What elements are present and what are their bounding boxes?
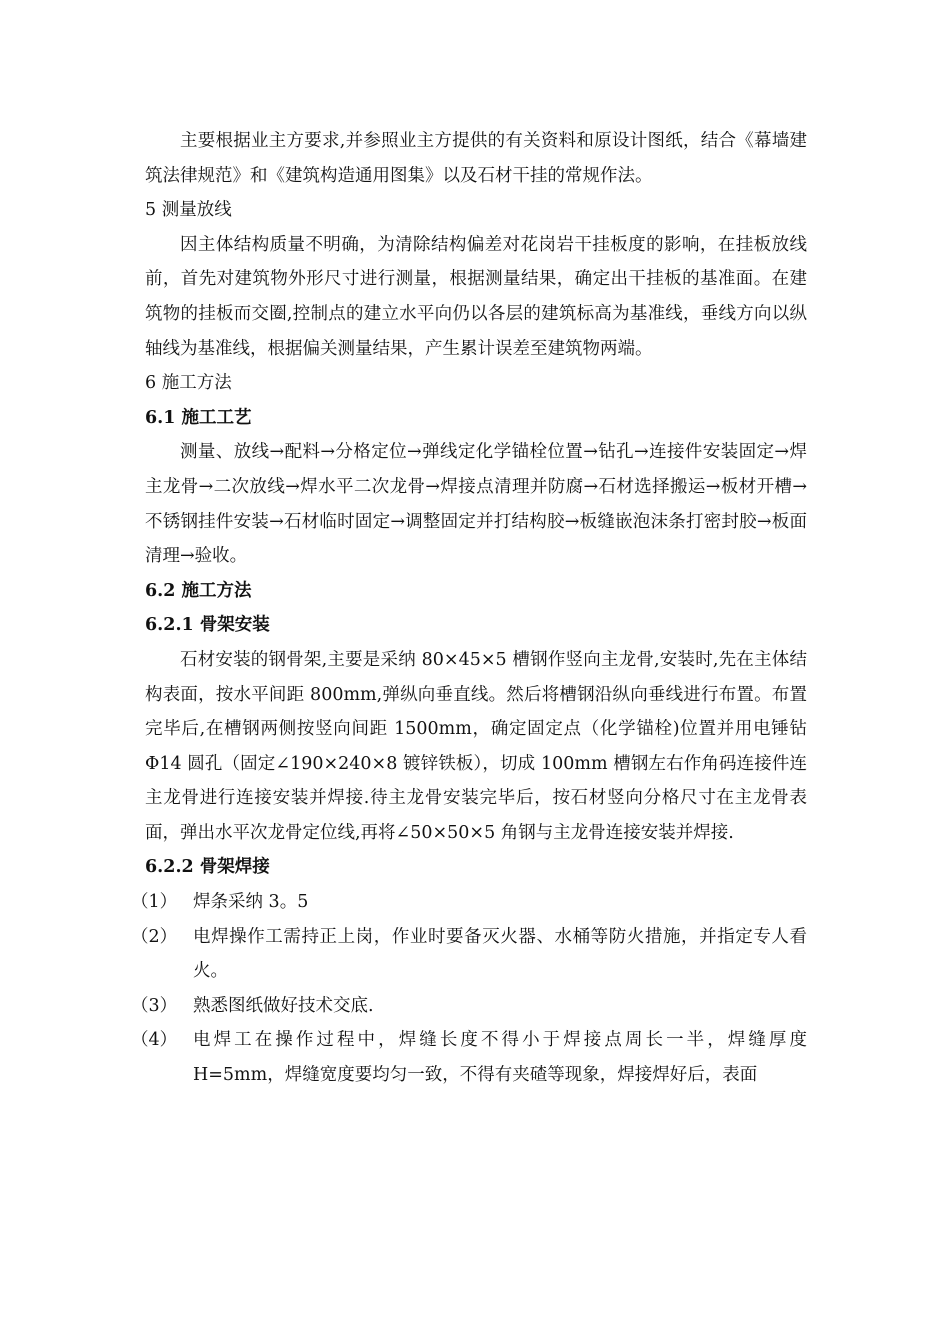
section-5-paragraph: 因主体结构质量不明确，为清除结构偏差对花岗岩干挂板度的影响，在挂板放线前，首先对建筑物外形尺寸进行测量，根据测量结果，确定出干挂板的基准面。在建筑物的挂板而交圈,控制点的建立水平向仍以各层的建筑标高为基准线，垂线方向以纵轴线为基准线，根据偏关测量结果，产生累计误差至建筑物两端。 <box>145 234 807 359</box>
intro-paragraph: 主要根据业主方要求,并参照业主方提供的有关资料和原设计图纸，结合《幕墙建筑法律规范》和《建筑构造通用图集》以及石材干挂的常规作法。 <box>145 131 807 186</box>
list-item-number: （2） <box>131 926 178 947</box>
section-6-heading: 6 施工方法 <box>145 373 232 394</box>
section-6-2-1-paragraph: 石材安装的钢骨架,主要是采纳 80×45×5 槽钢作竖向主龙骨,安装时,先在主体结构表面，按水平间距 800mm,弹纵向垂直线。然后将槽钢沿纵向垂线进行布置。布置完毕后,在槽钢两侧按竖向间距 1500mm，确定固定点（化学锚栓)位置并用电锤钻 Φ14 圆孔（固定∠190×240×8 镀锌铁板），切成 100mm 槽钢左右作角码连接件连主龙骨进行连接安装并焊接.待主龙骨安装完毕后，按石材竖向分格尺寸在主龙骨表面，弹出水平次龙骨定位线,再将∠50×50×5 角钢与主龙骨连接安装并焊接. <box>145 649 807 843</box>
list-item <box>131 920 807 989</box>
section-6-2-heading: 6.2 施工方法 <box>145 580 252 601</box>
list-item-text: 电焊操作工需持正上岗，作业时要备灭火器、水桶等防火措施，并指定专人看火。 <box>193 926 807 982</box>
list-item-text: 电焊工在操作过程中，焊缝长度不得小于焊接点周长一半，焊缝厚度H=5mm，焊缝宽度要均匀一致，不得有夹碴等现象，焊接焊好后，表面 <box>193 1030 807 1086</box>
list-item-number: （1） <box>131 892 178 913</box>
section-6-1-paragraph: 测量、放线→配料→分格定位→弹线定化学锚栓位置→钻孔→连接件安装固定→焊主龙骨→二次放线→焊水平二次龙骨→焊接点清理并防腐→石材选择搬运→板材开槽→不锈钢挂件安装→石材临时固定→调整固定并打结构胶→板缝嵌泡沫条打密封胶→板面清理→验收。 <box>145 442 807 567</box>
list-item-number: （4） <box>131 1030 178 1051</box>
section-6-2-1-heading: 6.2.1 骨架安装 <box>145 615 270 636</box>
list-item-number: （3） <box>131 995 178 1016</box>
section-6-1-heading: 6.1 施工工艺 <box>145 407 252 428</box>
list-item-text: 焊条采纳 3。5 <box>193 892 309 913</box>
list-item-text: 熟悉图纸做好技术交底. <box>193 995 374 1016</box>
section-5-heading: 5 测量放线 <box>145 200 232 221</box>
list-item <box>131 885 807 920</box>
list-item <box>131 989 807 1024</box>
document-page <box>131 124 807 1093</box>
list-item <box>131 1023 807 1092</box>
section-6-2-2-heading: 6.2.2 骨架焊接 <box>145 857 270 878</box>
